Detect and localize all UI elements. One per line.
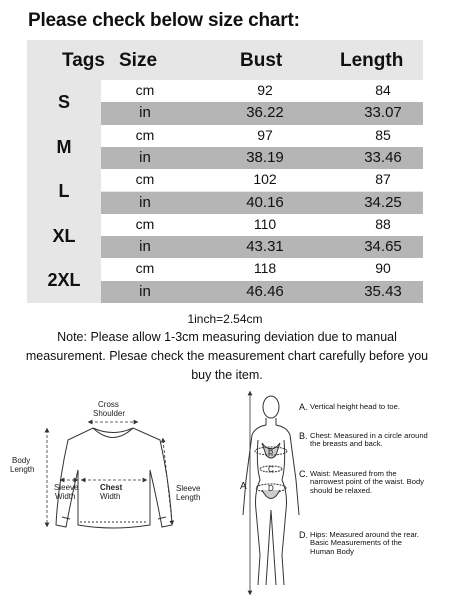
size-tag-s: S [57, 92, 70, 112]
header-length: Length [340, 50, 404, 71]
bust-cell: 102 [253, 171, 277, 188]
measurement-note: Note: Please allow 1-3cm measuring deviation due to manual measurement. Plesae check the measurement chart carefully before you buy the item. [25, 330, 429, 382]
size-tag-l: L [58, 181, 70, 202]
table-row [101, 102, 423, 124]
length-cell: 85 [375, 126, 391, 143]
unit-cell: in [139, 282, 151, 300]
size-tag-2xl: 2XL [47, 270, 81, 291]
sweater-illustration [56, 428, 172, 528]
length-cell: 34.65 [364, 238, 402, 256]
header-size: Size [119, 50, 158, 71]
unit-cell: cm [135, 126, 155, 143]
bust-cell: 118 [253, 260, 277, 277]
bust-cell: 110 [253, 215, 277, 232]
length-cell: 90 [375, 260, 391, 277]
label-chest-width-2: Width [100, 492, 121, 501]
bust-cell: 40.16 [246, 193, 284, 211]
label-sleeve-length-2: Length [176, 493, 201, 502]
table-row [101, 236, 423, 258]
length-cell: 34.25 [364, 193, 402, 211]
length-cell: 33.46 [364, 148, 402, 166]
length-cell: 35.43 [364, 282, 402, 300]
label-body-length-2: Length [10, 465, 35, 474]
table-row [101, 147, 423, 169]
conversion-note: 1inch=2.54cm [187, 312, 263, 326]
bust-cell: 97 [257, 126, 273, 143]
unit-cell: cm [135, 82, 155, 98]
bust-cell: 92 [257, 82, 273, 98]
size-chart-table [27, 40, 423, 303]
unit-cell: in [139, 193, 151, 211]
table-row [101, 80, 423, 102]
length-cell: 88 [375, 215, 391, 232]
label-sleeve-length-1: Sleeve [176, 484, 201, 493]
unit-cell: in [139, 238, 151, 256]
length-cell: 87 [375, 171, 391, 188]
table-row [101, 192, 423, 214]
label-a: A [240, 481, 247, 492]
bust-cell: 46.46 [246, 282, 284, 300]
table-row [101, 214, 423, 236]
label-body-length-1: Body [12, 456, 31, 465]
unit-cell: in [139, 148, 151, 166]
label-b: B [268, 447, 274, 456]
header-bust: Bust [240, 50, 283, 71]
label-d: D [268, 484, 274, 493]
label-sleeve-width-2: Width [55, 492, 76, 501]
bust-cell: 36.22 [246, 104, 284, 122]
bust-cell: 38.19 [246, 148, 284, 166]
table-row [101, 281, 423, 303]
length-cell: 33.07 [364, 104, 402, 122]
unit-cell: in [139, 104, 151, 122]
bust-cell: 43.31 [246, 238, 284, 256]
unit-cell: cm [135, 171, 155, 188]
length-cell: 84 [375, 82, 391, 98]
label-cross-shoulder-2: Shoulder [93, 409, 126, 418]
table-header [27, 40, 423, 80]
size-tag-m: M [56, 136, 72, 157]
label-chest-width-1: Chest [100, 483, 123, 492]
table-row [101, 169, 423, 191]
header-tags: Tags [62, 50, 105, 71]
label-sleeve-width-1: Sleeve [54, 483, 79, 492]
page-title: Please check below size chart: [28, 10, 300, 31]
table-row [101, 258, 423, 280]
label-cross-shoulder-1: Cross [98, 400, 119, 409]
unit-cell: cm [135, 215, 155, 232]
table-row [101, 125, 423, 147]
label-c: C [268, 465, 274, 474]
unit-cell: cm [135, 260, 155, 277]
size-tag-xl: XL [52, 225, 76, 246]
